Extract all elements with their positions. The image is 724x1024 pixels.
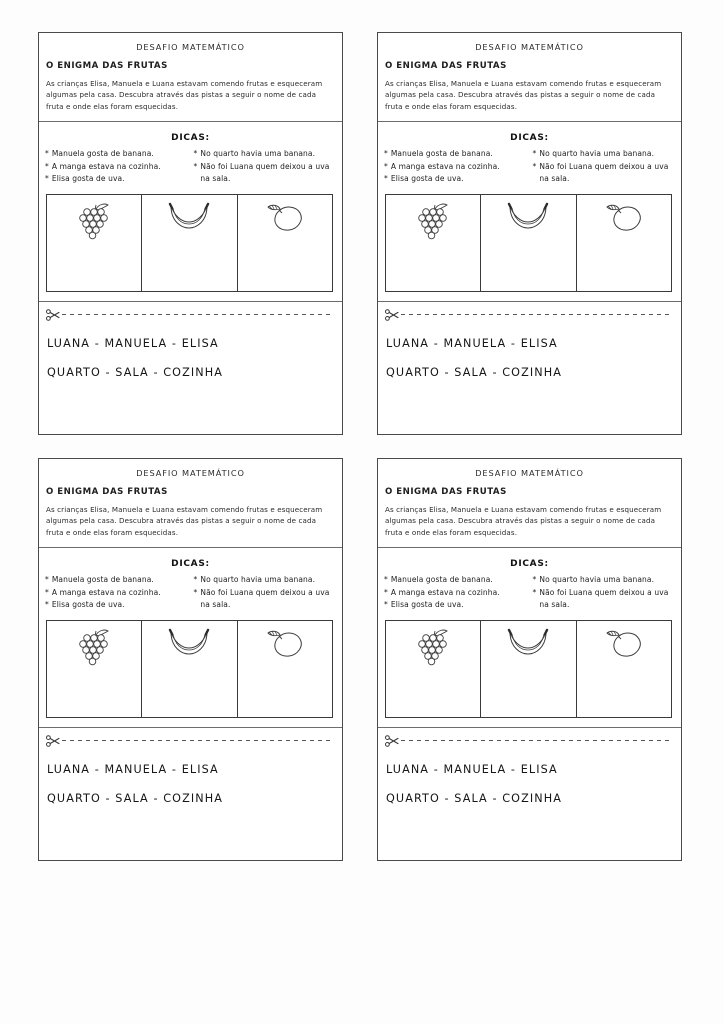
scissors-icon — [46, 309, 60, 321]
names-word-bank[interactable]: LUANA - MANUELA - ELISA — [47, 336, 219, 350]
worksheet-card — [377, 458, 682, 861]
fruit-answer-cell[interactable] — [142, 195, 237, 291]
clue-item — [45, 587, 190, 599]
clue-bullet: * — [45, 161, 49, 171]
clues-column-left — [384, 574, 529, 610]
clues-columns — [378, 574, 681, 610]
clue-text: Não foi Luana quem deixou a uva na sala. — [200, 161, 330, 183]
clues-heading: DICAS: — [171, 559, 210, 570]
grapes-icon — [411, 201, 455, 243]
clue-item — [45, 173, 190, 185]
mango-icon — [263, 201, 307, 235]
clue-text: Elisa gosta de uva. — [390, 173, 464, 183]
clue-bullet: * — [384, 149, 388, 159]
clue-text: Elisa gosta de uva. — [51, 599, 125, 609]
dashed-cut-line — [401, 314, 673, 315]
activity-title: O ENIGMA DAS FRUTAS — [385, 61, 507, 71]
clue-item — [384, 173, 529, 185]
dashed-cut-line — [62, 314, 334, 315]
clues-columns — [378, 148, 681, 184]
clue-item — [533, 587, 678, 611]
scissors-icon — [46, 735, 60, 747]
clue-text: A manga estava na cozinha. — [390, 161, 500, 171]
intro-text: As crianças Elisa, Manuela e Luana estavam comendo frutas e esqueceram algumas pela casa. Descubra através das pistas a seguir o nome de cada fruta e onde elas foram esquecidas. — [46, 79, 323, 111]
names-word-bank[interactable]: LUANA - MANUELA - ELISA — [47, 762, 219, 776]
scissors-icon — [385, 735, 399, 747]
fruit-answer-cell[interactable] — [577, 621, 671, 717]
fruit-answer-boxes — [46, 620, 333, 718]
fruit-answer-cell[interactable] — [142, 621, 237, 717]
clue-bullet: * — [532, 587, 537, 597]
clue-item — [533, 148, 678, 160]
fruit-answer-boxes — [46, 194, 333, 292]
scissors-icon — [385, 309, 399, 321]
clue-text: No quarto havia uma banana. — [200, 149, 316, 159]
clue-item — [384, 148, 529, 160]
clue-bullet: * — [45, 599, 49, 609]
clue-bullet: * — [45, 575, 49, 585]
clue-bullet: * — [532, 161, 537, 171]
fruit-answer-cell[interactable] — [386, 195, 481, 291]
names-word-bank[interactable]: LUANA - MANUELA - ELISA — [386, 336, 558, 350]
clues-columns — [39, 574, 342, 610]
mango-icon — [263, 627, 307, 661]
grapes-icon — [72, 201, 116, 243]
clue-bullet: * — [384, 161, 388, 171]
dashed-cut-line — [62, 740, 334, 741]
banana-icon — [505, 201, 551, 231]
clue-text: No quarto havia uma banana. — [200, 575, 316, 585]
clues-column-right — [194, 574, 339, 610]
clue-bullet: * — [384, 599, 388, 609]
header-title: DESAFIO MATEMÁTICO — [475, 468, 584, 478]
fruit-answer-cell[interactable] — [47, 195, 142, 291]
names-word-bank[interactable]: LUANA - MANUELA - ELISA — [386, 762, 558, 776]
places-word-bank[interactable]: QUARTO - SALA - COZINHA — [47, 365, 223, 379]
clue-bullet: * — [193, 587, 198, 597]
clue-bullet: * — [532, 149, 537, 159]
clue-bullet: * — [384, 587, 388, 597]
clue-item — [194, 587, 339, 611]
clue-text: A manga estava na cozinha. — [51, 587, 161, 597]
fruit-answer-cell[interactable] — [386, 621, 481, 717]
header-title: DESAFIO MATEMÁTICO — [136, 468, 245, 478]
clue-text: Manuela gosta de banana. — [390, 149, 493, 159]
fruit-answer-boxes — [385, 620, 672, 718]
clue-bullet: * — [384, 173, 388, 183]
fruit-answer-boxes — [385, 194, 672, 292]
clue-item — [533, 574, 678, 586]
clues-heading: DICAS: — [510, 133, 549, 144]
clue-bullet: * — [384, 575, 388, 585]
clue-text: No quarto havia uma banana. — [539, 149, 655, 159]
intro-text: As crianças Elisa, Manuela e Luana estavam comendo frutas e esqueceram algumas pela casa. Descubra através das pistas a seguir o nome de cada fruta e onde elas foram esquecidas. — [46, 505, 323, 537]
clue-item — [384, 574, 529, 586]
intro-text: As crianças Elisa, Manuela e Luana estavam comendo frutas e esqueceram algumas pela casa. Descubra através das pistas a seguir o nome de cada fruta e onde elas foram esquecidas. — [385, 505, 662, 537]
clues-column-left — [45, 148, 190, 184]
activity-title: O ENIGMA DAS FRUTAS — [46, 487, 168, 497]
cut-line — [378, 728, 681, 747]
worksheet-card — [38, 458, 343, 861]
mango-icon — [602, 201, 646, 235]
clue-text: No quarto havia uma banana. — [539, 575, 655, 585]
banana-icon — [166, 201, 212, 231]
fruit-answer-cell[interactable] — [577, 195, 671, 291]
clue-item — [194, 161, 339, 185]
intro-text: As crianças Elisa, Manuela e Luana estavam comendo frutas e esqueceram algumas pela casa. Descubra através das pistas a seguir o nome de cada fruta e onde elas foram esquecidas. — [385, 79, 662, 111]
clue-item — [194, 574, 339, 586]
clue-text: Manuela gosta de banana. — [51, 149, 154, 159]
clue-text: Manuela gosta de banana. — [390, 575, 493, 585]
clue-bullet: * — [532, 575, 537, 585]
fruit-answer-cell[interactable] — [47, 621, 142, 717]
clues-column-right — [194, 148, 339, 184]
header-title: DESAFIO MATEMÁTICO — [136, 42, 245, 52]
clues-column-left — [384, 148, 529, 184]
clues-column-right — [533, 148, 678, 184]
clue-bullet: * — [193, 149, 198, 159]
clue-bullet: * — [45, 149, 49, 159]
clue-item — [384, 161, 529, 173]
clue-text: A manga estava na cozinha. — [390, 587, 500, 597]
clue-item — [384, 587, 529, 599]
places-word-bank[interactable]: QUARTO - SALA - COZINHA — [47, 791, 223, 805]
banana-icon — [505, 627, 551, 657]
clue-bullet: * — [193, 161, 198, 171]
clue-item — [384, 599, 529, 611]
worksheet-card — [377, 32, 682, 435]
grapes-icon — [411, 627, 455, 669]
clue-item — [194, 148, 339, 160]
places-word-bank[interactable]: QUARTO - SALA - COZINHA — [386, 791, 562, 805]
clue-item — [45, 148, 190, 160]
clue-text: Não foi Luana quem deixou a uva na sala. — [200, 587, 330, 609]
clue-text: A manga estava na cozinha. — [51, 161, 161, 171]
clues-heading: DICAS: — [510, 559, 549, 570]
fruit-answer-cell[interactable] — [481, 195, 576, 291]
cut-line — [39, 302, 342, 321]
worksheet-card — [38, 32, 343, 435]
mango-icon — [602, 627, 646, 661]
clue-text: Não foi Luana quem deixou a uva na sala. — [539, 161, 669, 183]
clue-bullet: * — [45, 173, 49, 183]
card-grid — [38, 32, 690, 867]
clues-column-right — [533, 574, 678, 610]
fruit-answer-cell[interactable] — [238, 621, 332, 717]
clue-text: Não foi Luana quem deixou a uva na sala. — [539, 587, 669, 609]
grapes-icon — [72, 627, 116, 669]
header-title: DESAFIO MATEMÁTICO — [475, 42, 584, 52]
clue-item — [45, 599, 190, 611]
banana-icon — [166, 627, 212, 657]
fruit-answer-cell[interactable] — [238, 195, 332, 291]
clue-text: Elisa gosta de uva. — [51, 173, 125, 183]
clue-item — [533, 161, 678, 185]
clue-bullet: * — [193, 575, 198, 585]
dashed-cut-line — [401, 740, 673, 741]
fruit-answer-cell[interactable] — [481, 621, 576, 717]
clues-column-left — [45, 574, 190, 610]
clues-columns — [39, 148, 342, 184]
clue-item — [45, 574, 190, 586]
activity-title: O ENIGMA DAS FRUTAS — [385, 487, 507, 497]
places-word-bank[interactable]: QUARTO - SALA - COZINHA — [386, 365, 562, 379]
clue-item — [45, 161, 190, 173]
clues-heading: DICAS: — [171, 133, 210, 144]
activity-title: O ENIGMA DAS FRUTAS — [46, 61, 168, 71]
cut-line — [378, 302, 681, 321]
clue-bullet: * — [45, 587, 49, 597]
cut-line — [39, 728, 342, 747]
clue-text: Elisa gosta de uva. — [390, 599, 464, 609]
clue-text: Manuela gosta de banana. — [51, 575, 154, 585]
